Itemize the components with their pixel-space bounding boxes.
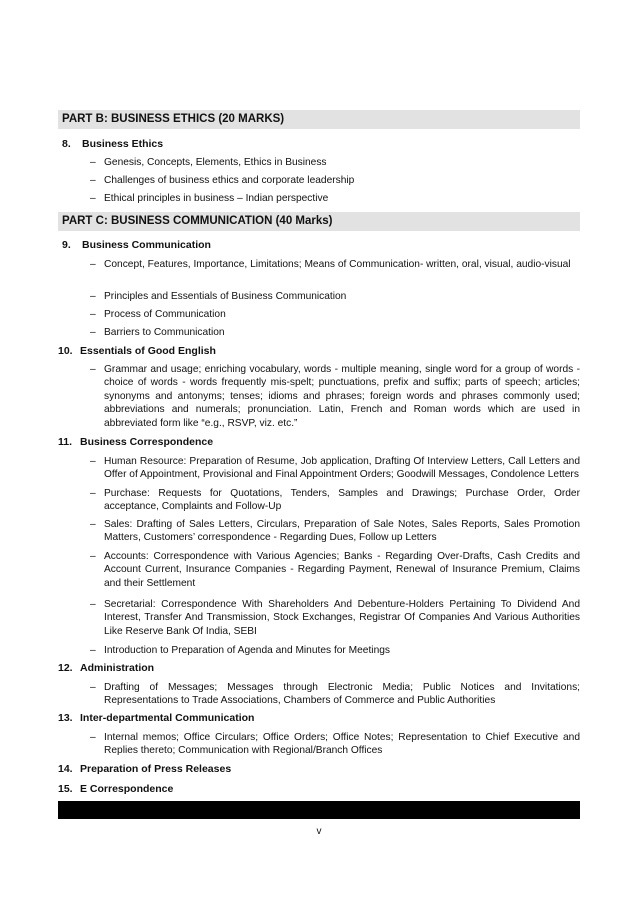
page-number: v bbox=[316, 826, 322, 837]
topic-15-title bbox=[58, 783, 174, 796]
topic-title: Essentials of Good English bbox=[80, 345, 216, 357]
topic-number: 15. bbox=[58, 783, 73, 795]
topic-title: Business Ethics bbox=[82, 138, 164, 150]
list-item: – Ethical principles in business – Indian perspective bbox=[90, 193, 329, 204]
part-b-heading: PART B: BUSINESS ETHICS (20 MARKS) bbox=[58, 110, 580, 129]
topic-number: 10. bbox=[58, 345, 73, 357]
list-item: – Concept, Features, Importance, Limitations; Means of Communication- written, oral, visual, audio-visual bbox=[90, 259, 571, 270]
list-item: – Secretarial: Correspondence With Shareholders And Debenture-Holders Pertaining To Dividend And Interest, Transfer And Transmission, Stock Exchanges, Registrar Of Companies And Various Authorities Like Reserve Bank Of India, SEBI bbox=[90, 599, 580, 637]
list-item: – Introduction to Preparation of Agenda and Minutes for Meetings bbox=[90, 645, 390, 656]
topic-title: E Correspondence bbox=[80, 783, 174, 795]
topic-number: 13. bbox=[58, 712, 73, 724]
list-item: – Process of Communication bbox=[90, 309, 226, 320]
topic-12-title bbox=[58, 662, 155, 675]
topic-title: Inter-departmental Communication bbox=[80, 712, 255, 724]
topic-10-title bbox=[58, 345, 216, 358]
list-item: – Human Resource: Preparation of Resume, Job application, Drafting Of Interview Letters, Call Letters and Offer of Appointment, Provisional and Final Appointment Orders; Goodwill Messages, Condolence Letters bbox=[90, 456, 580, 481]
topic-number: 12. bbox=[58, 662, 73, 674]
list-item: – Sales: Drafting of Sales Letters, Circulars, Preparation of Sale Notes, Sales Reports, Sales Promotion Matters, Customers’ correspondence - Regarding Dues, Follow up Letters bbox=[90, 519, 580, 544]
topic-14-title bbox=[58, 763, 232, 776]
topic-number: 14. bbox=[58, 763, 73, 775]
topic-number: 9. bbox=[62, 239, 71, 251]
list-item: – Drafting of Messages; Messages through Electronic Media; Public Notices and Invitations; Representations to Trade Associations, Chambers of Commerce and Public Authorities bbox=[90, 682, 580, 707]
topic-13-title bbox=[58, 712, 255, 725]
list-item: – Principles and Essentials of Business Communication bbox=[90, 291, 347, 302]
topic-11-title bbox=[58, 436, 214, 449]
list-item: – Internal memos; Office Circulars; Office Orders; Office Notes; Representation to Chief Executive and Replies thereto; Communication with Regional/Branch Offices bbox=[90, 732, 580, 757]
list-item: – Accounts: Correspondence with Various Agencies; Banks - Regarding Over-Drafts, Cash Credits and Account Current, Insurance Companies - Regarding Payment, Renewal of Insurance Premium, Claims and their Settlement bbox=[90, 551, 580, 589]
topic-title: Preparation of Press Releases bbox=[80, 763, 232, 775]
topic-8-title bbox=[62, 138, 163, 151]
list-item: – Grammar and usage; enriching vocabulary, words - multiple meaning, single word for a group of words - choice of words - words frequently mis-spelt; punctuations, prefix and suffix; parts of speech; articles; synonyms and antonyms; tenses; idioms and phrases; foreign words and phrases commonly used; abbreviations and numerals; pronunciation. Latin, French and Roman words which are used in abbreviated form like “e.g., RSVP, viz. etc.” bbox=[90, 364, 580, 429]
footer-bar bbox=[58, 801, 580, 819]
list-item: – Genesis, Concepts, Elements, Ethics in Business bbox=[90, 157, 327, 168]
topic-title: Business Correspondence bbox=[80, 436, 214, 448]
list-item: – Challenges of business ethics and corporate leadership bbox=[90, 175, 355, 186]
topic-number: 8. bbox=[62, 138, 71, 150]
part-c-heading: PART C: BUSINESS COMMUNICATION (40 Marks) bbox=[58, 212, 580, 231]
topic-title: Business Communication bbox=[82, 239, 211, 251]
topic-number: 11. bbox=[58, 436, 73, 448]
list-item: – Purchase: Requests for Quotations, Tenders, Samples and Drawings; Purchase Order, Order acceptance, Complaints and Follow-Up bbox=[90, 488, 580, 513]
topic-title: Administration bbox=[80, 662, 155, 674]
topic-9-title bbox=[62, 239, 211, 252]
list-item: – Barriers to Communication bbox=[90, 327, 225, 338]
